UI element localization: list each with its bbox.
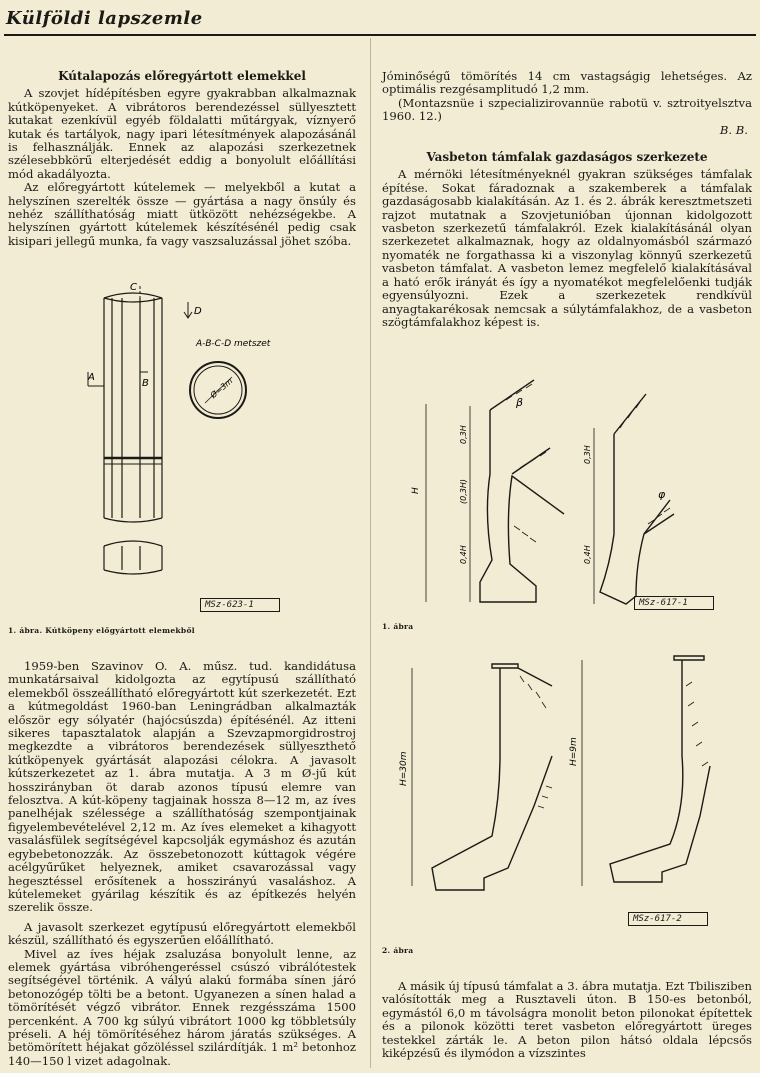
figure-retaining-wall-1 <box>374 364 758 626</box>
paragraph: Az előregyártott kútelemek — melyekből a kutat a helyszínen szerelték össze — gyártása a nagy önsúly és nehéz szállíthatóság miatt ütközött nehézségekbe. A helyszínen gyártott kútelemek készítésénél pedig csak kisipari jellegű munka, fa vagy vaszsaluzással jöhet szóba. <box>8 180 356 248</box>
label-03h-b: 0,3H <box>583 445 592 464</box>
section-title: Külföldi lapszemle <box>6 8 203 29</box>
figure-retaining-wall-2 <box>374 646 758 946</box>
label-h-9: H=9m <box>569 737 579 766</box>
label-a: A <box>88 372 95 383</box>
label-03h-c: (0,3H) <box>459 479 468 504</box>
paragraph: A javasolt szerkezet egytípusú előregyártott elemekből készül, szállítható és egyszerűen előállítható. <box>8 919 356 948</box>
label-03h-a: 0,3H <box>459 425 468 444</box>
paragraph: Mivel az íves héjak zsaluzása bonyolult lenne, az elemek gyártása vibróhengeréssel csúszó vibrálótestek segítségével történik. A vályú alakú formába sínen járó betonozógép tölti be a betont. Ugyanezen a sínen halad a tömörítését végző vibrátor. Ennek rezgésszáma 1500 percenként. A 700 kg súlyú vibrátort 1000 kg többletsúly préseli. A héj tömörítéséhez három járatás szükséges. A betömörített héjakat gőzöléssel szilárdítják. 1 m² betonhoz 140—150 l vizet adagolnak. <box>8 946 356 1068</box>
paragraph: A másik új típusú támfalat a 3. ábra mutatja. Ezt Tbilisziben valósították meg a Rusztaveli úton. B 150-es betonból, egymástól 6,0 m távolságra monolit beton pilonokat építettek és a pilonok közötti teret vasbeton előregyártott üreges testekkel zárták le. A beton pilon hátsó oldala lépcsős kiképzésű és ilymódon a vízszintes <box>382 979 752 1061</box>
right-article-bottom <box>382 980 752 1060</box>
label-04h-a: 0,4H <box>459 545 468 564</box>
figure-caption: 1. ábra. Kútköpeny előgyártott elemekből <box>8 626 195 635</box>
paragraph: A mérnöki létesítményeknél gyakran szükséges támfalak építése. Sokat fáradoznak a szakemberek a támfalak gazdaságosabb kialakításán. Az 1. és 2. ábrák keresztmetszeti rajzot mutatnak a Szovjetunióban újonnan kidolgozott vasbeton szerkezetű támfalakról. Ezek kialakításánál olyan szerkezetet alkalmaznak, hogy az oldalnyomásból származó nyomaték ne forgathassa ki a viszonylag könnyű szerkezetű vasbeton támfalat. A vasbeton lemez megfelelő kialakításával a ható erők irányát és így a nyomatékot megfelelőenki tudják egyensúlyozni. Ezek a szerkezetek rendkívül anyagtakarékosak nemcsak a súlytámfalakhoz, de a vasbeton szögtámfalakhoz képest is. <box>382 167 752 329</box>
left-article-bottom <box>8 660 356 1068</box>
label-h-30: H=30m <box>399 751 409 786</box>
label-phi: φ <box>658 488 666 501</box>
label-d: D <box>194 306 202 317</box>
figure-stamp: MSz-617-2 <box>628 912 708 926</box>
paragraph: 1959-ben Szavinov O. A. műsz. tud. kandidátusa munkatársaival kidolgozta az egytípusú szállítható elemekből összeállítható előregyártott kút szerkezetét. Ezt a kútmegoldást 1960-ban Leningrádban alkalmazták először egy sólyatér (hajócsúszda) építésénél. Az itteni sikeres tapasztalatok alapján a Szevzapmorgidrostroj megkezdte a vibrátoros berendezések süllyeszthető kútköpenyek gyártását alapozási célokra. A javasolt kútszerkezetet az 1. ábra mutatja. A 3 m Ø-jű kút hosszirányban öt darab azonos típusú elemre van felosztva. A kút-köpeny tagjainak hossza 8—12 m, az íves panelhéjak szélessége a szállíthatóság szempontjainak figyelembevételével 2,12 m. Az íves elemeket a kihagyott vasalásfülek segítségével kapcsolják egymáshoz és azután egybebetonozzák. Az összebetonozott kúttagok végére acélgyűrűket helyeznek, amiket csavarozással vagy hegesztéssel erősítenek a hosszirányú vasaláshoz. A kútelemeket gyárilag készítik és az építkezés helyén szerelik össze. <box>8 659 356 915</box>
left-article-top <box>8 70 356 248</box>
label-h: H <box>411 487 421 494</box>
label-b: B <box>142 378 149 389</box>
label-beta: β <box>516 396 524 409</box>
figure-well-shell <box>0 278 370 650</box>
figure-caption: 1. ábra <box>382 622 414 631</box>
signature: B. B. <box>719 122 748 137</box>
paragraph: A szovjet hídépítésben egyre gyakrabban alkalmaznak kútköpenyeket. A vibrátoros berendezéssel süllyesztett kutakat ezenkívül egyéb földalatti műtárgyak, víznyerő kutak és tartályok, nagy ipari létesítmények alapozásánál is felhasználják. Ennek az alapozási szerkezetnek szélesebbkörű elterjedését eddig a bonyolult előállítási mód akadályozta. <box>8 86 356 181</box>
label-section: A-B-C-D metszet <box>196 339 271 349</box>
right-article-top <box>382 70 752 329</box>
label-diameter: Ø=3m <box>208 376 235 400</box>
paragraph: Jóminőségű tömörítés 14 cm vastagságig lehetséges. Az optimális rezgésamplitudó 1,2 mm. <box>382 69 752 97</box>
label-c: C <box>130 282 137 293</box>
header-rule <box>4 34 756 36</box>
article-title-tamfalak: Vasbeton támfalak gazdaságos szerkezete <box>426 150 708 165</box>
figure-stamp: MSz-623-1 <box>200 598 280 612</box>
label-04h-b: 0,4H <box>583 545 592 564</box>
column-divider <box>370 38 371 1068</box>
article-title-kutalapozas: Kútalapozás előregyártott elemekkel <box>58 69 306 83</box>
figure-stamp: MSz-617-1 <box>634 596 714 610</box>
source-citation: (Montazsnüe i szpecializirovannüe rabotü v. sztroityelsztva 1960. 12.) <box>382 95 752 124</box>
figure-caption: 2. ábra <box>382 946 414 955</box>
